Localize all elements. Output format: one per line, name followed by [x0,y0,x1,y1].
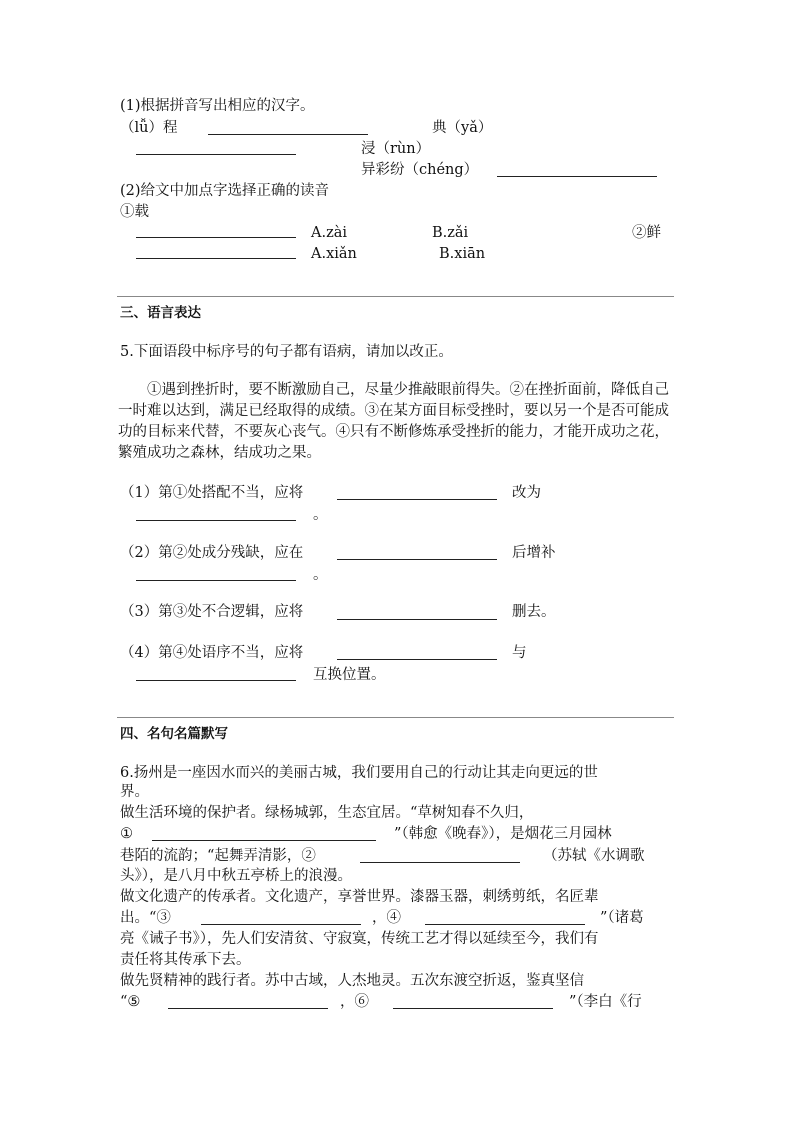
paragraph-3-line-2-end: ”（李白《行 [569,994,642,1010]
item-3-label: （3）第③处不合逻辑，应将 [120,604,304,620]
item-4-label: （4）第④处语序不当，应将 [120,645,304,661]
question-5-passage: ①遇到挫折时，要不断激励自己，尽量少推敲眼前得失。②在挫折面前，降低自己一时难以达到，满足已经取得的成绩。③在某方面目标受挫时，要以另一个是否可能成功的目标来代替，不要灰心丧气。④只有不断修炼承受挫折的能力，才能开成功之花，繁殖成功之森林，结成功之果。 [118,382,669,461]
paragraph-1-line-1: 做生活环境的保护者。绿杨城郭，生态宜居。“草树知春不久归， [120,805,534,821]
paragraph-1-line-3-end: （苏轼《水调歌 [543,848,645,864]
paragraph-3-line-2: “⑤ [120,994,141,1010]
question-5-prompt: 5.下面语段中标序号的句子都有语病，请加以改正。 [120,344,453,360]
question-6-line-2: 界。 [120,784,149,800]
poem-blank-4[interactable] [425,924,585,925]
answer-blank-jin[interactable] [497,176,657,177]
paragraph-2-line-4: 责任将其传承下去。 [120,952,251,968]
paragraph-2-line-2-mid: ，④ [372,910,401,926]
item-1-mid: 改为 [512,485,541,501]
poem-blank-1[interactable] [152,840,376,841]
item-1-blank-b[interactable] [136,520,296,521]
paragraph-1-line-3: 巷陌的流韵；“起舞弄清影，② [120,848,316,864]
item-2-label: （2）第②处成分残缺，应在 [120,545,304,561]
item-1-blank-a[interactable] [337,499,497,500]
item-2-blank-b[interactable] [136,580,296,581]
option-zai-b[interactable]: B.zǎi [432,225,469,241]
paragraph-2-line-1: 做文化遗产的传承者。文化遗产，享誉世界。漆器玉器，刺绣剪纸，名匠辈 [120,889,599,905]
item-2-blank-a[interactable] [337,559,497,560]
poem-blank-6[interactable] [393,1008,553,1009]
item-3-end: 删去。 [512,604,556,620]
section-4-heading: 四、名句名篇默写 [120,726,228,742]
poem-blank-3[interactable] [201,924,361,925]
pinyin-jin-label: 浸（rùn） [361,141,431,157]
question-2-prompt: (2)给文中加点字选择正确的读音 [120,183,330,199]
pinyin-dian-label: 典（yǎ） [432,120,493,136]
char-zai-label: ①载 [120,204,149,220]
item-1-label: （1）第①处搭配不当，应将 [120,485,304,501]
pinyin-yi-label: 异彩纷（chéng） [361,162,479,178]
item-2-end: 。 [313,567,328,583]
section-3-heading: 三、语言表达 [120,305,201,321]
option-xian-b[interactable]: B.xiān [439,246,486,262]
item-1-end: 。 [313,507,328,523]
char-xian-label: ②鲜 [632,225,661,241]
poem-blank-5[interactable] [168,1008,328,1009]
paragraph-3-line-1: 做先贤精神的践行者。苏中古域，人杰地灵。五次东渡空折返，鉴真坚信 [120,973,584,989]
question-1-prompt: (1)根据拼音写出相应的汉字。 [120,98,315,114]
section-divider [117,296,674,297]
paragraph-3-line-2-mid: ，⑥ [340,994,369,1010]
blank-1-marker: ① [120,826,133,842]
option-xian-a[interactable]: A.xiǎn [311,246,357,262]
paragraph-2-line-2-end: ”（诸葛 [600,910,644,926]
item-4-end: 互换位置。 [313,667,386,683]
item-4-mid: 与 [512,645,527,661]
item-4-blank-b[interactable] [136,680,296,681]
item-2-mid: 后增补 [512,545,556,561]
answer-blank-dian[interactable] [136,154,296,155]
pinyin-lu-label: （lǚ）程 [120,120,178,136]
section-divider [117,717,674,718]
paragraph-2-line-3: 亮《诫子书》），先人们安清贫、守寂寞，传统工艺才得以延续至今，我们有 [120,931,599,947]
paragraph-1-line-4: 头》），是八月中秋五亭桥上的浪漫。 [120,868,352,884]
answer-blank-zai[interactable] [136,237,296,238]
paragraph-2-line-2: 出。“③ [120,910,171,926]
poem-blank-2[interactable] [360,862,520,863]
item-4-blank-a[interactable] [337,659,497,660]
question-6-line-1: 6.扬州是一座因水而兴的美丽古城，我们要用自己的行动让其走向更远的世 [120,765,598,781]
option-zai-a[interactable]: A.zài [311,225,348,241]
item-3-blank[interactable] [337,619,497,620]
paragraph-1-line-2: ”（韩愈《晚春》），是烟花三月园林 [394,826,612,842]
answer-blank-xian[interactable] [136,258,296,259]
answer-blank-lu[interactable] [208,134,368,135]
